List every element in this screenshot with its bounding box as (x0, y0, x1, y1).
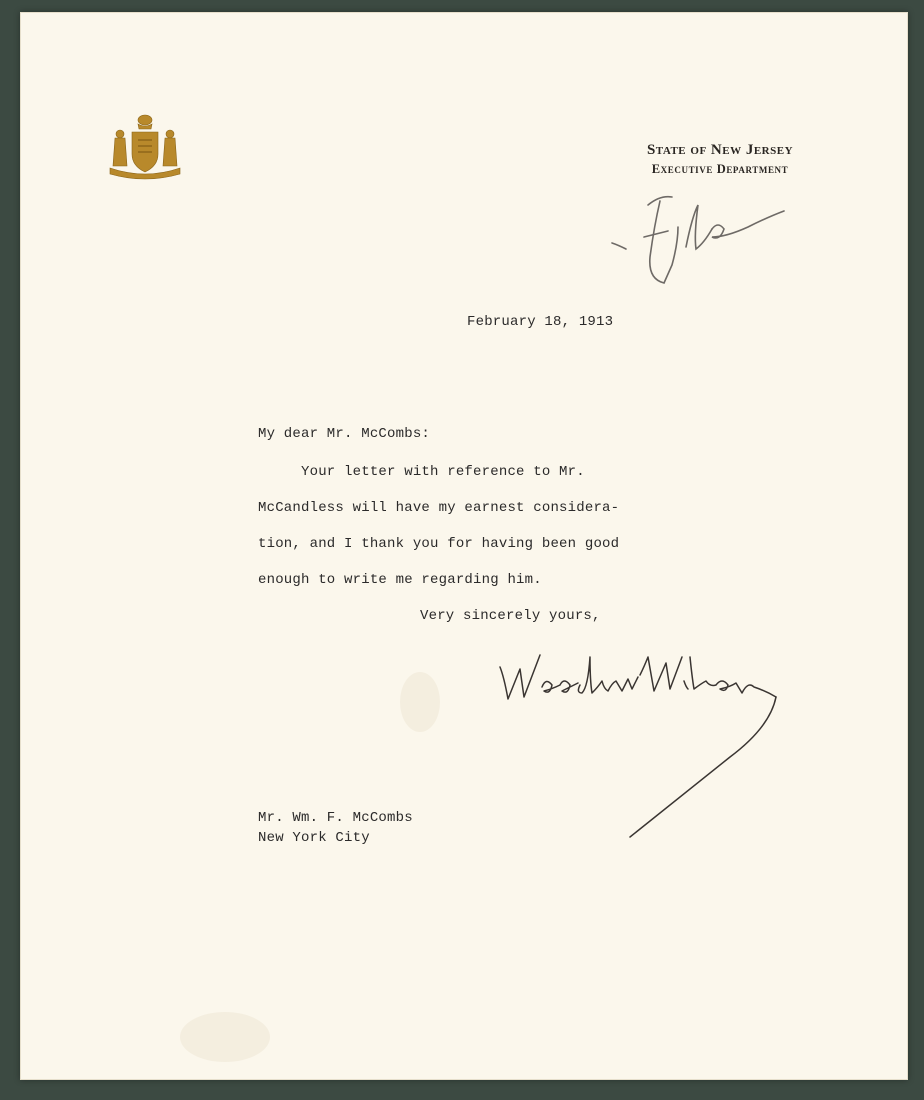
salutation: My dear Mr. McCombs: (258, 426, 431, 442)
paper-stain (400, 672, 440, 732)
addressee-line: Mr. Wm. F. McCombs (258, 810, 413, 826)
body-line: enough to write me regarding him. (258, 572, 542, 588)
letterhead-state: State of New Jersey (646, 142, 794, 158)
body-line: tion, and I thank you for having been good (258, 536, 620, 552)
letterhead (610, 142, 830, 177)
state-seal-icon (108, 110, 182, 182)
paper-stain (180, 1012, 270, 1062)
signature (490, 637, 780, 857)
closing: Very sincerely yours, (420, 608, 601, 624)
letterhead-department: Executive Department (651, 162, 789, 176)
file-margin-note (608, 187, 788, 297)
letter-paper (20, 12, 908, 1080)
letter-date: February 18, 1913 (467, 314, 614, 330)
body-line: Your letter with reference to Mr. (258, 464, 585, 480)
addressee-line: New York City (258, 830, 370, 846)
body-line: McCandless will have my earnest considera- (258, 500, 620, 516)
